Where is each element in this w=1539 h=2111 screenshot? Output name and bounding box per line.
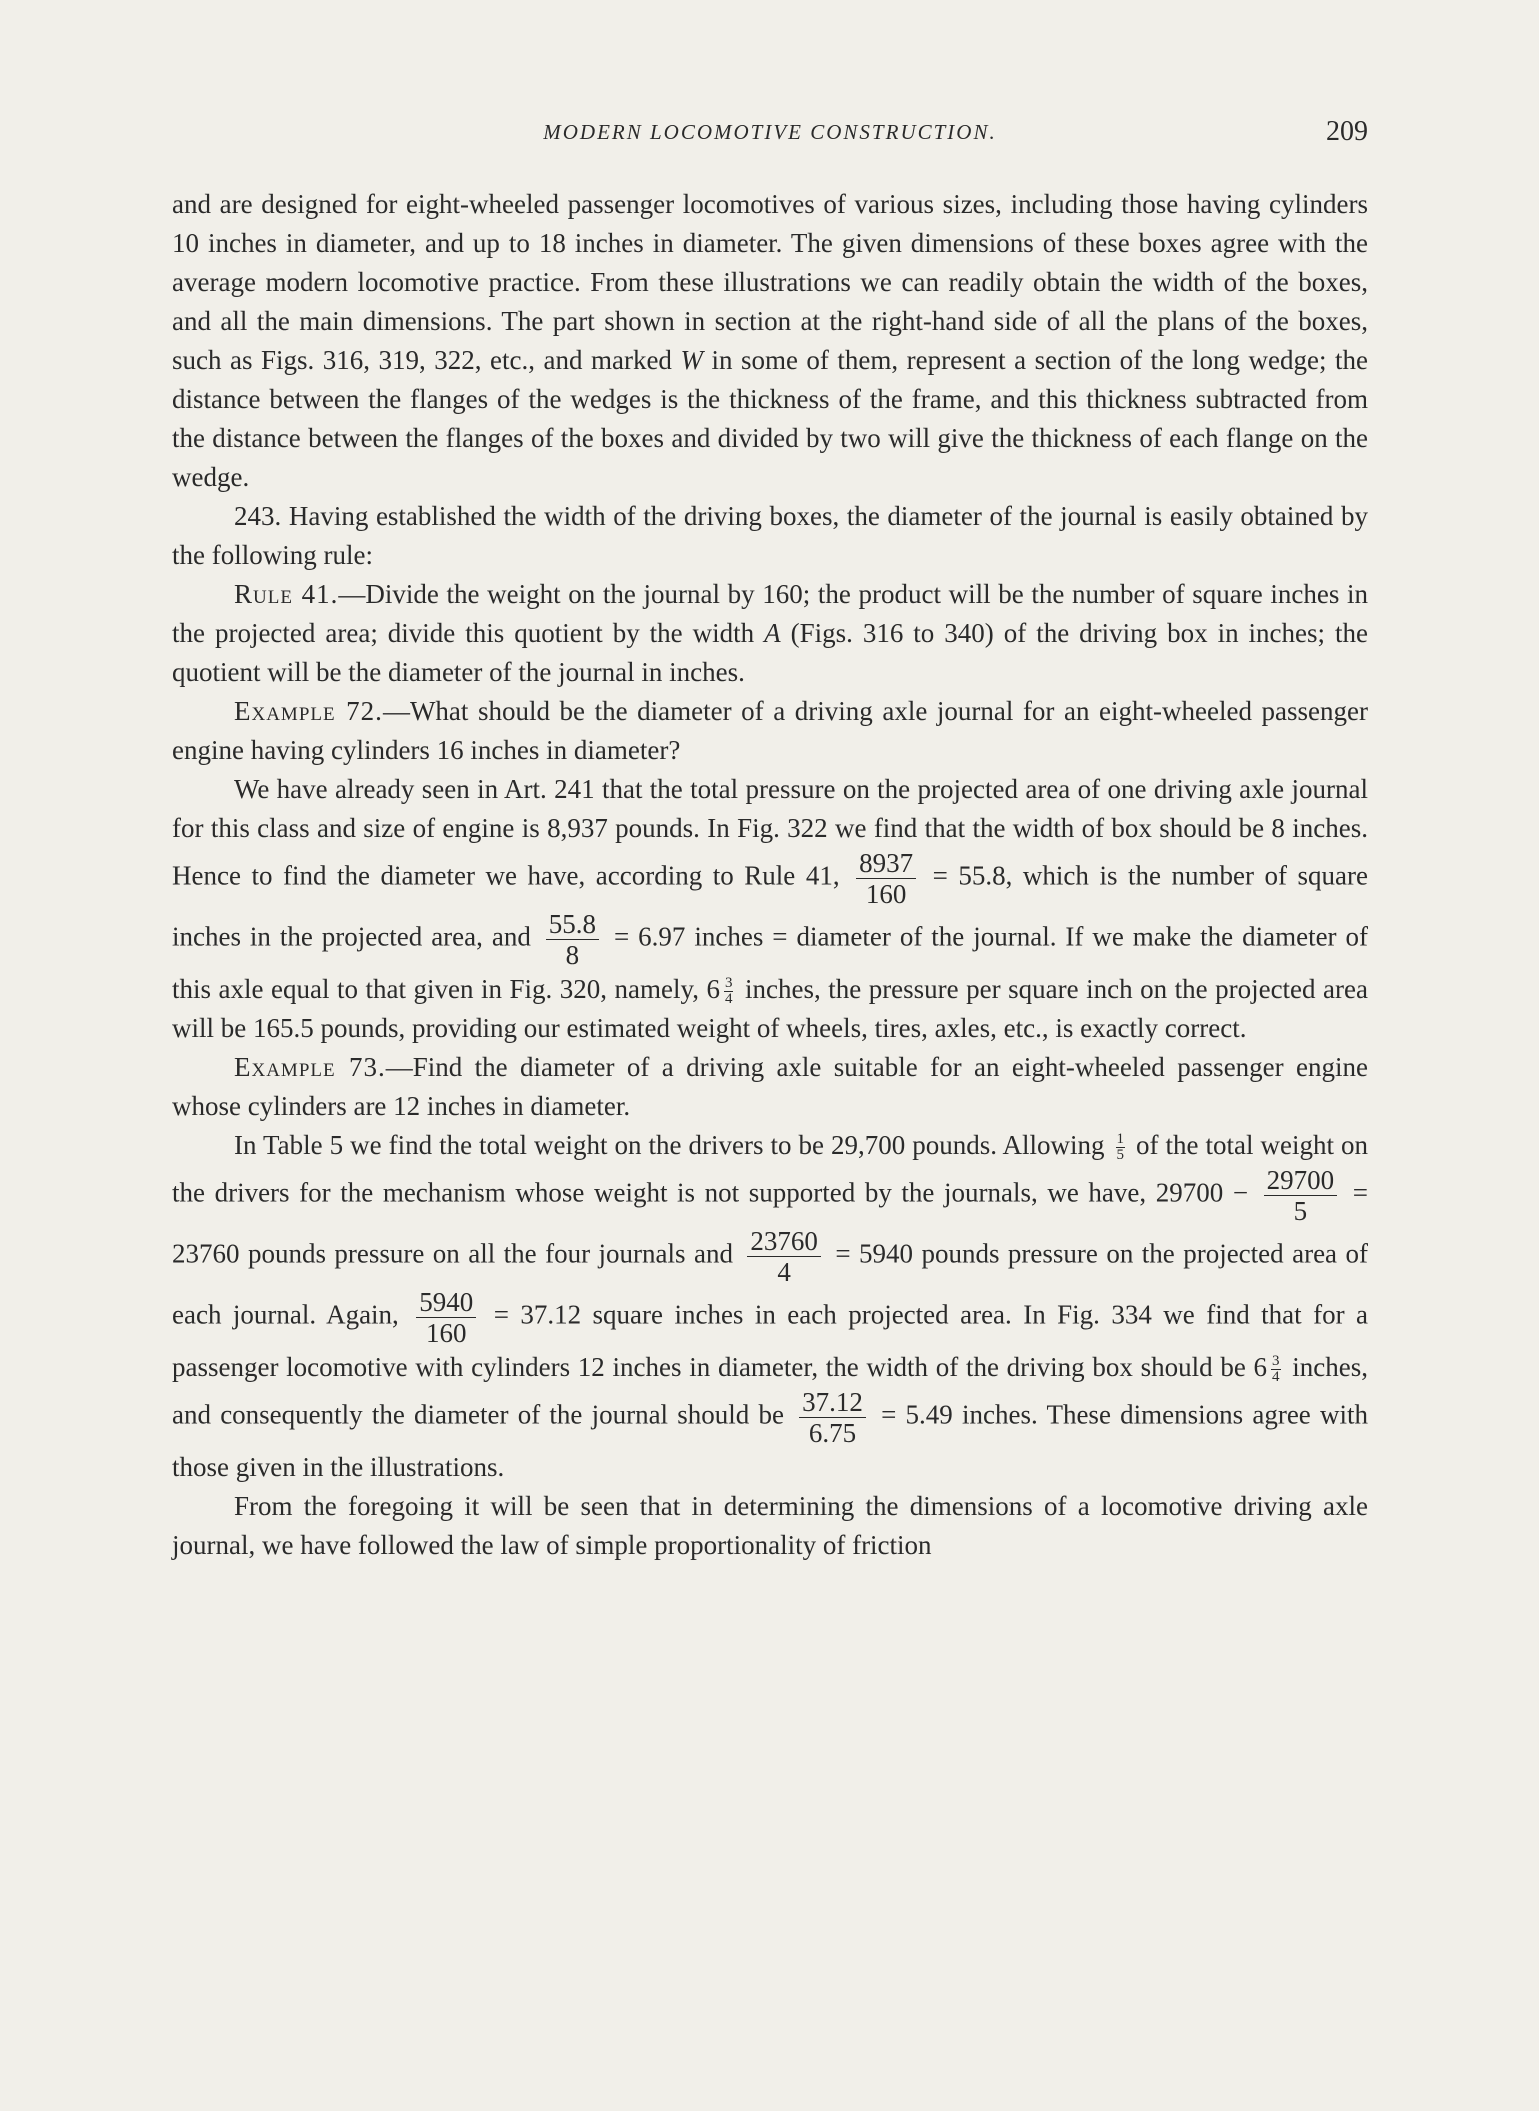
paragraph-text: = 5.49 inches. These dimensions agree with those given in the illustrations.	[172, 1399, 1368, 1482]
small-fraction	[1271, 1354, 1281, 1385]
example-73	[172, 1048, 1368, 1126]
fraction	[546, 909, 599, 970]
paragraph-243: 243. Having established the width of the driving boxes, the diameter of the journal is easily obtained by the following rule:	[172, 501, 1368, 570]
paragraph-text: and are designed for eight-wheeled passenger locomotives of various sizes, including those having cylinders 10 inches in diameter, and up to 18 inches in diameter. The given dimensions of these boxes agree with the average modern locomotive practice. From these illustrations we can readily obtain the width of the boxes, and all the main dimensions. The part shown in section at the right-hand side of all the plans of the boxes, such as Figs. 316, 319, 322, etc., and marked	[172, 189, 1368, 375]
small-fraction	[724, 976, 734, 1007]
paragraph-text: of the total weight on the drivers for the mechanism whose weight is not supported by the journals, we have, 29700 −	[172, 1130, 1368, 1208]
fraction-numerator: 3	[724, 975, 733, 992]
fraction-numerator: 29700	[1264, 1165, 1338, 1196]
page-number: 209	[1326, 116, 1368, 147]
example-text: —What should be the diameter of a driving axle journal for an eight-wheeled passenger engine having cylinders 16 inches in diameter?	[172, 696, 1369, 765]
paragraph-example-73-solution	[172, 1126, 1368, 1487]
fraction-numerator: 8937	[856, 848, 916, 879]
fraction-numerator: 5940	[416, 1287, 476, 1318]
paragraph-text: In Table 5 we find the total weight on the drivers to be 29,700 pounds. Allowing	[234, 1130, 1112, 1160]
example-label: Example 72.	[234, 696, 383, 726]
fraction-denominator: 160	[426, 1318, 467, 1348]
fraction-denominator: 160	[865, 879, 907, 909]
fraction-denominator: 4	[777, 1257, 791, 1287]
fraction-denominator: 4	[1272, 1369, 1280, 1386]
fraction-numerator: 55.8	[546, 909, 599, 940]
paragraph-text: = 5940 pounds pressure on the projected area of each journal. Again,	[172, 1238, 1368, 1330]
example-text: —Find the diameter of a driving axle suitable for an eight-wheeled passenger engine whose cylinders are 12 inches in diameter.	[172, 1052, 1368, 1121]
small-fraction	[1116, 1132, 1126, 1163]
example-label: Example 73.	[234, 1052, 386, 1082]
page-body	[172, 185, 1368, 1565]
fraction	[416, 1287, 476, 1348]
fraction-denominator: 8	[565, 940, 580, 970]
variable-w: W	[680, 345, 703, 375]
paragraph-text: inches, and consequently the diameter of the journal should be	[172, 1352, 1368, 1430]
fraction-denominator: 4	[724, 991, 733, 1008]
rule-text: (Figs. 316 to 340) of the driving box in inches; the quotient will be the diameter of the journal in inches.	[172, 618, 1368, 687]
fraction-denominator: 6.75	[808, 1418, 857, 1448]
example-72	[172, 692, 1368, 770]
paragraph-text: inches, the pressure per square inch on the projected area will be 165.5 pounds, providing our estimated weight of wheels, tires, axles, etc., is exactly correct.	[172, 974, 1368, 1043]
fraction-denominator: 5	[1116, 1147, 1125, 1164]
fraction-denominator: 5	[1293, 1196, 1308, 1226]
paragraph-boxes	[172, 185, 1368, 497]
paragraph-text: = 23760 pounds pressure on all the four journals and	[172, 1177, 1368, 1269]
rule-text: —Divide the weight on the journal by 160; the product will be the number of square inches in the projected area; divide this quotient by the width	[172, 579, 1368, 648]
paragraph-text: = 6.97 inches = diameter of the journal. If we make the diameter of this axle equal to that given in Fig. 320, namely, 6	[172, 921, 1368, 1004]
fraction	[747, 1226, 821, 1287]
fraction-numerator: 37.12	[799, 1387, 866, 1418]
fraction	[799, 1387, 866, 1448]
paragraph-text: in some of them, represent a section of the long wedge; the distance between the flanges of the wedges is the thickness of the frame, and this thickness subtracted from the distance between the flanges of the boxes and divided by two will give the thickness of each flange on the wedge.	[172, 345, 1369, 492]
paragraph-example-72-solution	[172, 770, 1368, 1048]
rule-41	[172, 575, 1368, 692]
page-header	[172, 116, 1368, 156]
fraction-numerator: 3	[1272, 1353, 1280, 1370]
paragraph-conclusion: From the foregoing it will be seen that in determining the dimensions of a locomotive driving axle journal, we have followed the law of simple proportionality of friction	[172, 1491, 1368, 1560]
fraction-numerator: 23760	[747, 1226, 821, 1257]
running-head: MODERN LOCOMOTIVE CONSTRUCTION.	[543, 120, 997, 144]
variable-a: A	[764, 618, 781, 648]
paragraph-text: = 37.12 square inches in each projected area. In Fig. 334 we find that for a passenger locomotive with cylinders 12 inches in diameter, the width of the driving box should be 6	[172, 1299, 1368, 1382]
paragraph-text: = 55.8, which is the number of square inches in the projected area, and	[172, 860, 1368, 952]
paragraph-text: We have already seen in Art. 241 that the total pressure on the projected area of one driving axle journal for this class and size of engine is 8,937 pounds. In Fig. 322 we find that the width of box should be 8 inches. Hence to find the diameter we have, according to Rule 41,	[172, 774, 1368, 891]
fraction-numerator: 1	[1116, 1131, 1125, 1148]
fraction	[1264, 1165, 1338, 1226]
fraction	[856, 848, 916, 909]
rule-label: Rule 41.	[234, 579, 339, 609]
